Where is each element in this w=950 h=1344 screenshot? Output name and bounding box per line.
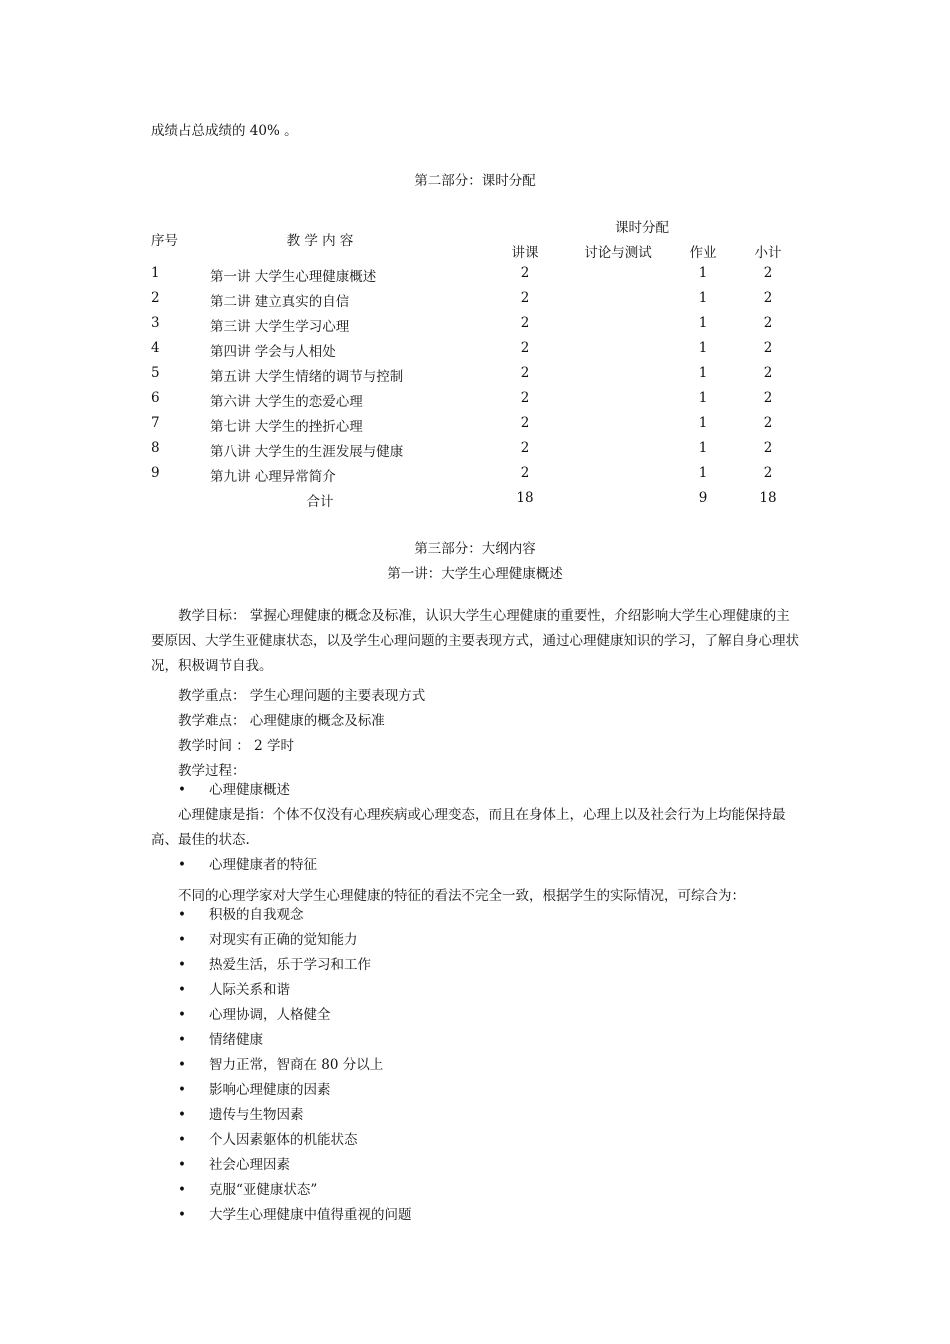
bullet-icon: • — [178, 1157, 186, 1173]
cell-homework: 1 — [698, 465, 708, 481]
cell-no: 3 — [151, 315, 160, 331]
cell-no: 8 — [151, 440, 160, 456]
cell-content: 第二讲 建立真实的自信 — [210, 294, 350, 310]
header-allocation: 课时分配 — [615, 220, 669, 236]
cell-homework: 1 — [698, 365, 708, 381]
teaching-difficulty: 教学难点： 心理健康的概念及标准 — [178, 713, 385, 729]
cell-content: 第四讲 学会与人相处 — [210, 344, 336, 360]
section3-title: 第三部分：大纲内容 — [414, 541, 536, 557]
cell-lecture: 2 — [520, 365, 530, 381]
bullet-icon: • — [178, 932, 186, 948]
list-item: • 对现实有正确的觉知能力 — [178, 928, 358, 953]
cell-content: 第七讲 大学生的挫折心理 — [210, 419, 363, 435]
teaching-time: 教学时间 ： 2 学时 — [178, 738, 294, 754]
cell-lecture: 2 — [520, 290, 530, 306]
cell-content: 第八讲 大学生的生涯发展与健康 — [210, 444, 404, 460]
cell-no: 1 — [151, 265, 160, 281]
section2-title: 第二部分：课时分配 — [414, 173, 536, 189]
list-item: • 人际关系和谐 — [178, 978, 290, 1003]
cell-lecture: 2 — [520, 415, 530, 431]
teaching-focus: 教学重点： 学生心理问题的主要表现方式 — [178, 688, 426, 704]
bullet-icon: • — [178, 1107, 186, 1123]
header-content: 教 学 内 容 — [286, 233, 354, 249]
cell-homework: 1 — [698, 315, 708, 331]
cell-no: 7 — [151, 415, 160, 431]
cell-homework: 1 — [698, 415, 708, 431]
cell-homework: 1 — [698, 390, 708, 406]
cell-subtotal: 2 — [763, 290, 773, 306]
intro-line: 成绩占总成绩的 40% 。 — [151, 123, 298, 139]
list-item: • 克服“亚健康状态” — [178, 1178, 317, 1203]
cell-homework: 1 — [698, 340, 708, 356]
cell-subtotal: 2 — [763, 415, 773, 431]
cell-no: 5 — [151, 365, 160, 381]
total-homework: 9 — [698, 490, 708, 506]
header-homework: 作业 — [689, 245, 717, 261]
list-item: • 遗传与生物因素 — [178, 1103, 304, 1128]
bullet-icon: • — [178, 1032, 186, 1048]
cell-lecture: 2 — [520, 465, 530, 481]
cell-content: 第五讲 大学生情绪的调节与控制 — [210, 369, 404, 385]
cell-content: 第一讲 大学生心理健康概述 — [210, 269, 377, 285]
total-label: 合计 — [306, 494, 334, 510]
list-item: • 积极的自我观念 — [178, 903, 304, 928]
header-no: 序号 — [151, 233, 178, 249]
list-item: • 影响心理健康的因素 — [178, 1078, 331, 1103]
cell-subtotal: 2 — [763, 440, 773, 456]
cell-subtotal: 2 — [763, 365, 773, 381]
cell-lecture: 2 — [520, 265, 530, 281]
header-subtotal: 小计 — [754, 245, 782, 261]
cell-no: 4 — [151, 340, 160, 356]
cell-no: 2 — [151, 290, 160, 306]
bullet-icon: • — [178, 857, 186, 873]
list-item: • 个人因素躯体的机能状态 — [178, 1128, 358, 1153]
list-item: • 大学生心理健康中值得重视的问题 — [178, 1203, 412, 1228]
cell-lecture: 2 — [520, 440, 530, 456]
lecture1-title: 第一讲：大学生心理健康概述 — [387, 566, 563, 582]
bullet-icon: • — [178, 1007, 186, 1023]
cell-content: 第九讲 心理异常简介 — [210, 469, 336, 485]
features-intro: 不同的心理学家对大学生心理健康的特征的看法不完全一致，根据学生的实际情况，可综合为： — [178, 888, 745, 904]
cell-lecture: 2 — [520, 315, 530, 331]
cell-no: 6 — [151, 390, 160, 406]
cell-homework: 1 — [698, 265, 708, 281]
bullet-icon: • — [178, 1182, 186, 1198]
teaching-goal: 教学目标： 掌握心理健康的概念及标准，认识大学生心理健康的重要性，介绍影响大学生心理健康的主要原因、大学生亚健康状态，以及学生心理问题的主要表现方式，通过心理健康知识的学习，了解自身心理状况，积极调节自我。 — [151, 608, 799, 674]
bullet-icon: • — [178, 1057, 186, 1073]
cell-subtotal: 2 — [763, 340, 773, 356]
cell-lecture: 2 — [520, 340, 530, 356]
teaching-process: 教学过程： — [178, 763, 246, 779]
cell-homework: 1 — [698, 440, 708, 456]
cell-subtotal: 2 — [763, 315, 773, 331]
cell-homework: 1 — [698, 290, 708, 306]
header-lecture: 讲课 — [511, 245, 539, 261]
header-discussion: 讨论与测试 — [584, 245, 652, 261]
bullet-icon: • — [178, 1132, 186, 1148]
definition-paragraph: 心理健康是指：个体不仅没有心理疾病或心理变态，而且在身体上，心理上以及社会行为上均能保持最高、最佳的状态. — [151, 807, 786, 848]
bullet-icon: • — [178, 782, 186, 798]
bullet-icon: • — [178, 982, 186, 998]
cell-no: 9 — [151, 465, 160, 481]
list-item: • 智力正常，智商在 80 分以上 — [178, 1053, 383, 1078]
cell-subtotal: 2 — [763, 265, 773, 281]
bullet-icon: • — [178, 957, 186, 973]
cell-lecture: 2 — [520, 390, 530, 406]
list-item: • 心理健康概述 — [178, 778, 290, 803]
bullet-icon: • — [178, 1082, 186, 1098]
total-subtotal: 18 — [759, 490, 777, 506]
cell-content: 第三讲 大学生学习心理 — [210, 319, 350, 335]
cell-content: 第六讲 大学生的恋爱心理 — [210, 394, 363, 410]
bullet-icon: • — [178, 1207, 186, 1223]
cell-subtotal: 2 — [763, 465, 773, 481]
list-item: • 热爱生活，乐于学习和工作 — [178, 953, 371, 978]
bullet-icon: • — [178, 907, 186, 923]
list-item: • 心理健康者的特征 — [178, 853, 317, 878]
list-item: • 情绪健康 — [178, 1028, 263, 1053]
list-item: • 心理协调，人格健全 — [178, 1003, 331, 1028]
cell-subtotal: 2 — [763, 390, 773, 406]
list-item: • 社会心理因素 — [178, 1153, 290, 1178]
total-lecture: 18 — [516, 490, 534, 506]
